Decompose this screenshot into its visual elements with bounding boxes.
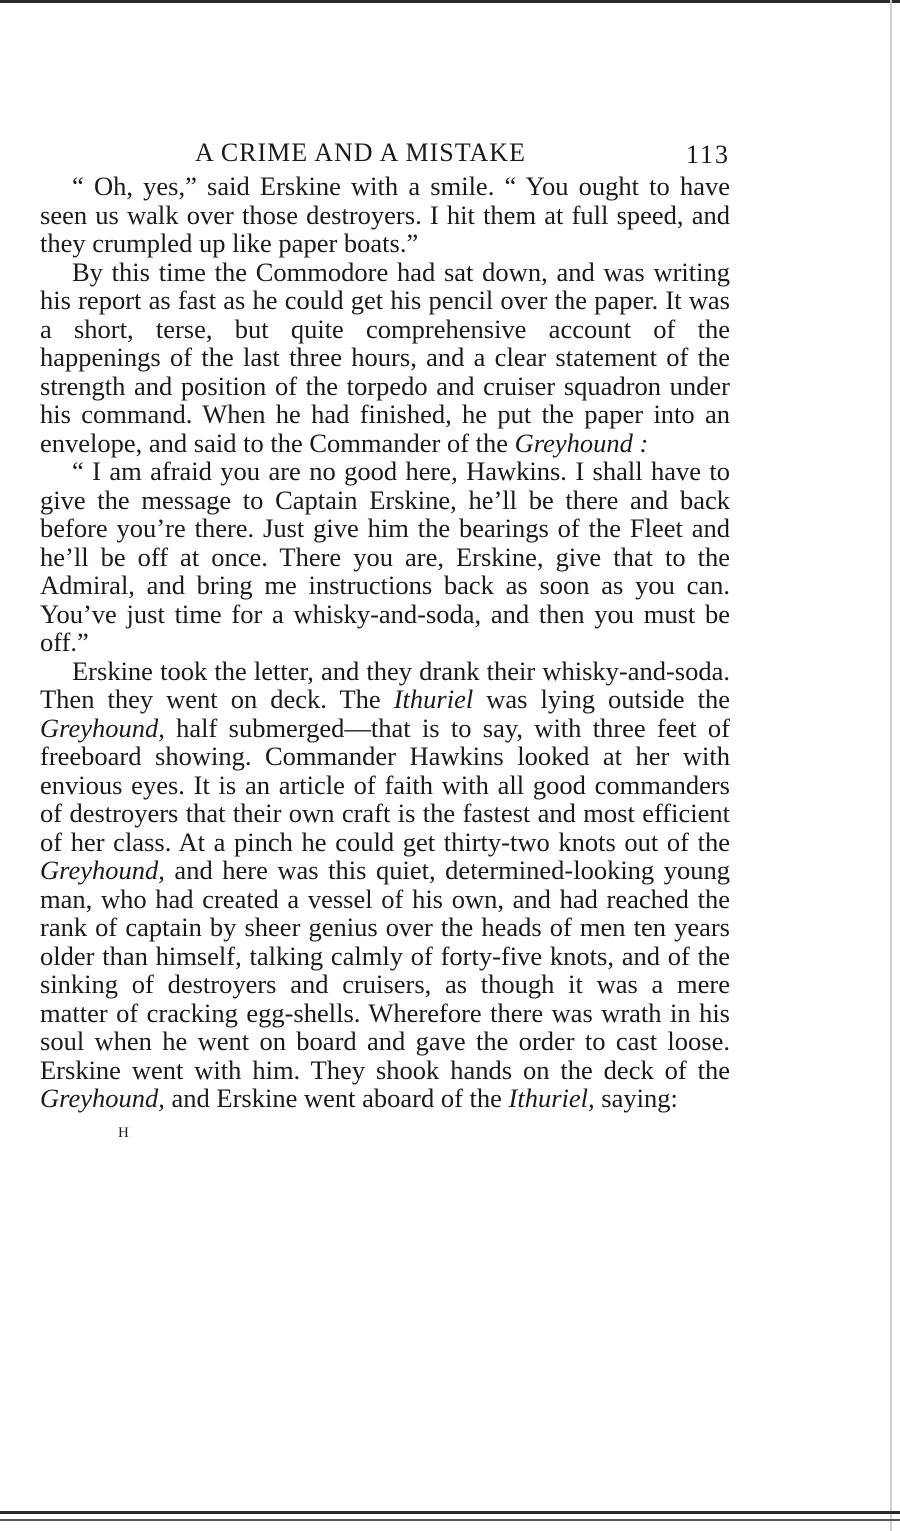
paragraph bbox=[40, 258, 730, 458]
ship-name: Ithuriel, bbox=[508, 1083, 595, 1113]
text-run: saying: bbox=[594, 1083, 678, 1113]
scan-bottom-line bbox=[0, 1519, 900, 1521]
scan-bottom-line bbox=[0, 1511, 900, 1514]
text-run: Erskine took the letter, and they drank their whisky-and-soda. Then they went on deck. The bbox=[40, 655, 730, 714]
ship-name: Greyhound, bbox=[40, 712, 165, 743]
scan-bottom-edge bbox=[0, 1509, 900, 1531]
text-run: was lying outside the bbox=[473, 684, 730, 714]
page-number: 113 bbox=[685, 140, 730, 169]
paragraph bbox=[40, 657, 730, 1113]
text-run: By this time the Commodore had sat down, and was writing his report as fast as he could get his pencil over the paper. It was a short, terse, but quite comprehensive account of the happenings of the last three hours, and a clear statement of the strength and position of the torpedo and cruiser squadron under his command. When he had finished, he put the paper into an envelope, and said to the Commander of the bbox=[40, 256, 730, 458]
ship-name: Greyhound, bbox=[40, 1083, 165, 1113]
ship-name: Greyhound, bbox=[40, 855, 165, 885]
text-run: half submerged—that is to say, with three feet of freeboard showing. Commander Hawkins looked at her with envious eyes. It is an article of faith with all good commanders of destroyers that their own craft is the fastest and most efficient of her class. At a pinch he could get thirty-two knots out of the bbox=[40, 712, 730, 857]
running-title: A CRIME AND A MISTAKE bbox=[195, 138, 526, 167]
signature-mark: H bbox=[118, 1124, 130, 1141]
paragraph bbox=[40, 172, 730, 258]
running-head bbox=[40, 132, 730, 172]
text-run: and here was this quiet, determined-looking young man, who had created a vessel of his own, and had reached the rank of captain by sheer genius over the heads of men ten years older than himself, talking calmly of forty-five knots, and of the sinking of destroyers and cruisers, as though it was a mere matter of cracking egg-shells. Wherefore there was wrath in his soul when he went on board and gave the order to cast loose. Erskine went with him. They shook hands on the deck of the bbox=[40, 855, 730, 1085]
text-run: and Erskine went aboard of the bbox=[164, 1083, 509, 1113]
ship-name: Ithuriel bbox=[393, 684, 474, 714]
body-text bbox=[40, 172, 730, 1113]
scan-top-edge bbox=[0, 0, 900, 6]
paragraph bbox=[40, 457, 730, 657]
text-run: “ Oh, yes,” said Erskine with a smile. “ You ought to have seen us walk over those destroyers. I hit them at full speed, and they crumpled up like paper boats.” bbox=[40, 171, 730, 258]
text-run: “ I am afraid you are no good here, Hawkins. I shall have to give the message to Captain Erskine, he’ll be there and back before you’re there. Just give him the bearings of the Fleet and he’ll be off at once. There you are, Erskine, give that to the Admiral, and bring me instructions back as soon as you can. You’ve just time for a whisky-and-soda, and then you must be off.” bbox=[40, 456, 730, 657]
ship-name: Greyhound : bbox=[514, 427, 649, 458]
scan-right-edge bbox=[890, 0, 892, 1531]
book-page bbox=[40, 132, 730, 1142]
